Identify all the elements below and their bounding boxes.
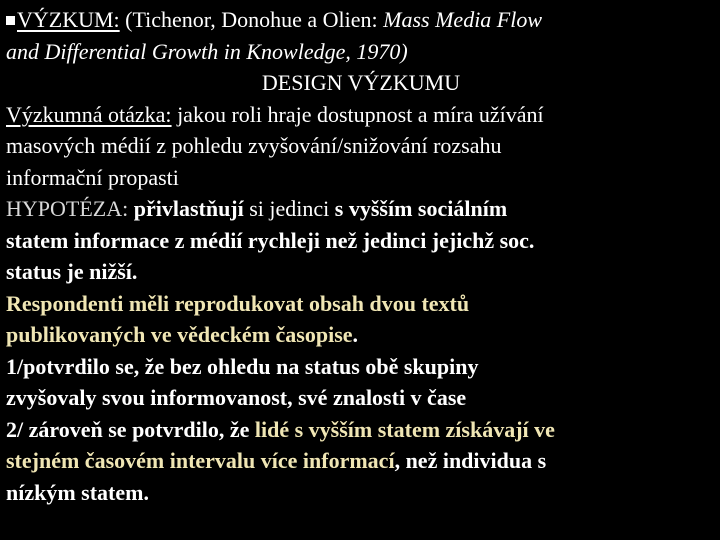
citation-title-part-1: Mass Media Flow — [383, 7, 543, 32]
question-label: Výzkumná otázka: — [6, 101, 172, 127]
hypothesis-label: HYPOTÉZA: — [6, 196, 134, 221]
title-line-1 — [6, 4, 716, 36]
hypothesis-line-1 — [6, 193, 716, 225]
hypothesis-mid: si jedinci — [243, 196, 335, 221]
question-line-3: informační propasti — [6, 164, 179, 190]
section-heading: DESIGN VÝZKUMU — [261, 70, 461, 95]
respondents-line-2 — [6, 319, 716, 351]
respondents-text: publikovaných ve vědeckém časopise — [6, 322, 353, 347]
square-bullet-icon — [6, 16, 15, 25]
finding-2-line-3: nízkým statem. — [6, 479, 149, 505]
finding-1-line-1: 1/potvrdilo se, že bez ohledu na status obě skupiny — [6, 353, 479, 379]
finding-1-line-2: zvyšovaly svou informovanost, své znalosti v čase — [6, 385, 467, 410]
question-line-1 — [6, 99, 716, 131]
hypothesis-line-2: statem informace z médií rychleji než jedinci jejichž soc. — [6, 227, 535, 253]
hypothesis-status: s vyšším sociálním — [334, 196, 508, 221]
finding-2-rest: , než individua s — [394, 448, 547, 473]
finding-2-line-2 — [6, 445, 716, 477]
finding-2-highlight-2: stejném časovém intervalu více informací — [6, 448, 395, 473]
finding-2-line-1 — [6, 414, 716, 446]
slide-content — [6, 4, 716, 508]
respondents-period: . — [352, 322, 359, 347]
respondents-line-1: Respondenti měli reprodukovat obsah dvou textů — [6, 290, 470, 316]
question-line-2: masových médií z pohledu zvyšování/snižování rozsahu — [6, 133, 502, 158]
hypothesis-verb: přivlastňují — [133, 196, 244, 221]
finding-2-intro: 2/ zároveň se potvrdilo, že — [6, 416, 255, 442]
citation-title-part-2: and Differential Growth in Knowledge, 1970) — [6, 38, 408, 64]
research-label: VÝZKUM: — [17, 7, 120, 32]
hypothesis-line-3: status je nižší. — [6, 259, 138, 284]
citation-open: (Tichenor, Donohue a Olien: — [125, 7, 384, 32]
question-text-1: jakou roli hraje dostupnost a míra užívání — [171, 101, 544, 127]
finding-2-highlight-1: lidé s vyšším statem získávají ve — [254, 416, 555, 442]
